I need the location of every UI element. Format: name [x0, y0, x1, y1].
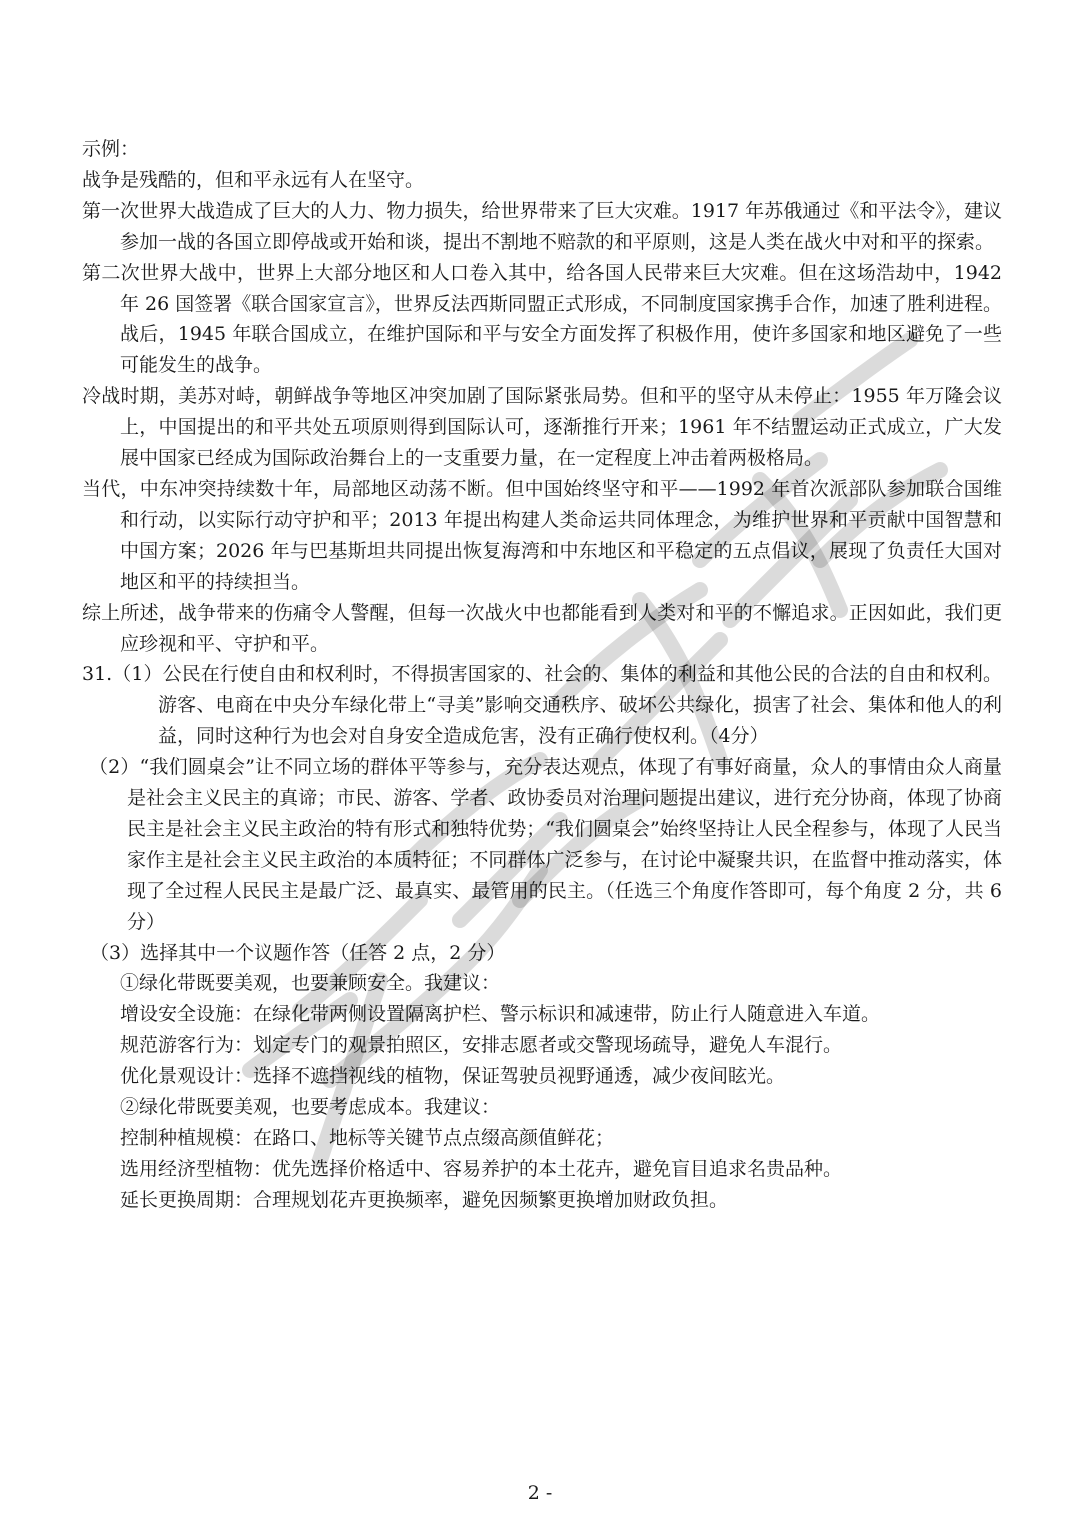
- paragraph-ww1: 第一次世界大战造成了巨大的人力、物力损失，给世界带来了巨大灾难。1917 年苏俄通过《和平法令》，建议参加一战的各国立即停战或开始和谈，提出不割地不赔款的和平原则，这是人类在战火中对和平的探索。: [82, 199, 1002, 253]
- q31-part3-title: （3）选择其中一个议题作答（任答 2 点，2 分）: [90, 941, 506, 964]
- q31-part2: （2）“我们圆桌会”让不同立场的群体平等参与，充分表达观点，体现了有事好商量，众人的事情由众人商量是社会主义民主的真谛；市民、游客、学者、政协委员对治理问题提出建议，进行充分协商，体现了协商民主是社会主义民主政治的特有形式和独特优势；“我们圆桌会”始终坚持让人民全程参与，体现了人民当家作主是社会主义民主政治的本质特征；不同群体广泛参与，在讨论中凝聚共识，在监督中推动落实，体现了全过程人民民主是最广泛、最真实、最管用的民主。（任选三个角度作答即可，每个角度 2 分，共 6 分）: [89, 756, 1002, 933]
- page-number: 2 -: [527, 1482, 553, 1504]
- option1-item: 优化景观设计：选择不遮挡视线的植物，保证驾驶员视野通透，减少夜间眩光。: [120, 1065, 786, 1088]
- paragraph-conclusion: 综上所述，战争带来的伤痛令人警醒，但每一次战火中也都能看到人类对和平的不懈追求。正因如此，我们更应珍视和平、守护和平。: [82, 601, 1002, 655]
- example-heading: 示例：: [82, 138, 140, 160]
- option1-item: 增设安全设施：在绿化带两侧设置隔离护栏、警示标识和减速带，防止行人随意进入车道。: [120, 1003, 881, 1026]
- paragraph-contemporary: 当代，中东冲突持续数十年，局部地区动荡不断。但中国始终坚守和平——1992 年首次派部队参加联合国维和行动，以实际行动守护和平；2013 年提出构建人类命运共同体理念，为维护世界和平贡献中国智慧和中国方案；2026 年与巴基斯坦共同提出恢复海湾和中东地区和平稳定的五点倡议，展现了负责任大国对地区和平的持续担当。: [82, 477, 1002, 593]
- option2-item: 延长更换周期：合理规划花卉更换频率，避免因频繁更换增加财政负担。: [120, 1188, 729, 1211]
- option2-item: 控制种植规模：在路口、地标等关键节点点缀高颜值鲜花；: [120, 1127, 615, 1149]
- q31-part1: 31.（1）公民在行使自由和权利时，不得损害国家的、社会的、集体的利益和其他公民的合法的自由和权利。游客、电商在中央分车绿化带上“寻美”影响交通秩序、破坏公共绿化，损害了社会、集体和他人的利益，同时这种行为也会对自身安全造成危害，没有正确行使权利。（4分）: [82, 663, 1002, 748]
- option2-item: 选用经济型植物：优先选择价格适中、容易养护的本土花卉，避免盲目追求名贵品种。: [120, 1157, 843, 1180]
- q31-option1: [82, 968, 1002, 1092]
- paragraph-ww2: 第二次世界大战中，世界上大部分地区和人口卷入其中，给各国人民带来巨大灾难。但在这场浩劫中，1942 年 26 国签署《联合国家宣言》，世界反法西斯同盟正式形成，不同制度国家携手合作，加速了胜利进程。战后，1945 年联合国成立，在维护国际和平与安全方面发挥了积极作用，使许多国家和地区避免了一些可能发生的战争。: [82, 261, 1002, 377]
- option1-title: ①绿化带既要美观，也要兼顾安全。我建议：: [120, 972, 501, 995]
- option2-title: ②绿化带既要美观，也要考虑成本。我建议：: [120, 1096, 501, 1119]
- option1-item: 规范游客行为：划定专门的观景拍照区，安排志愿者或交警现场疏导，避免人车混行。: [120, 1034, 843, 1057]
- q31-option2: [82, 1092, 1002, 1216]
- paragraph-cold-war: 冷战时期，美苏对峙，朝鲜战争等地区冲突加剧了国际紧张局势。但和平的坚守从未停止：1955 年万隆会议上，中国提出的和平共处五项原则得到国际认可，逐渐推行开来；1961 年不结盟运动正式成立，广大发展中国家已经成为国际政治舞台上的一支重要力量，在一定程度上冲击着两极格局。: [82, 385, 1002, 470]
- essay-thesis: 战争是残酷的，但和平永远有人在坚守。: [82, 168, 425, 191]
- answer-content: [82, 134, 1002, 1216]
